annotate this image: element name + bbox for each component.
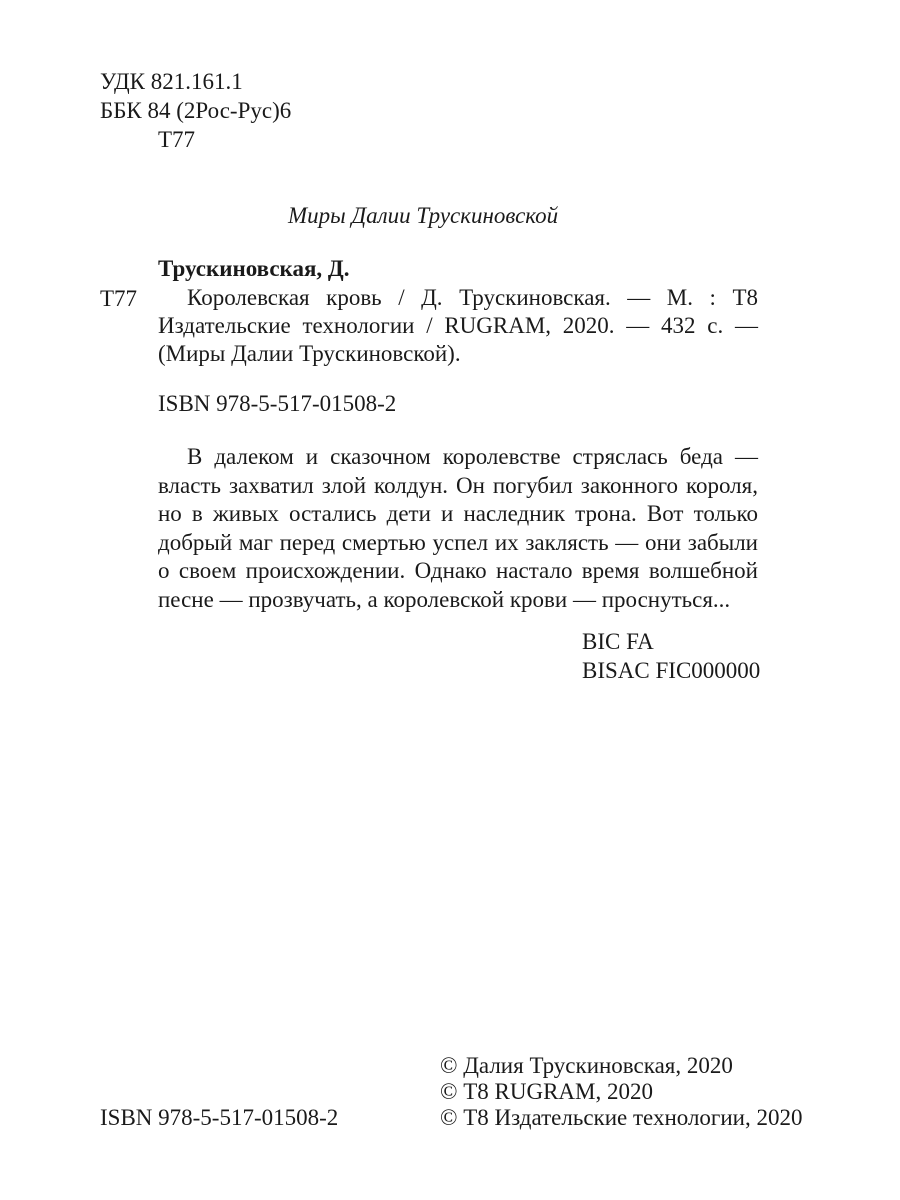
annotation-text: В далеком и сказочном королевстве стряслась беда — власть захватил злой колдун. Он погубил законного короля, но в живых остались дети и наследник трона. Вот только добрый маг перед смертью успел их заклясть — они забыли о своем происхождении. Однако настало время волшебной песне — прозвучать, а королевской крови — проснуться...	[158, 444, 758, 612]
udk-code: УДК 821.161.1	[100, 69, 243, 94]
bibliographic-description: Королевская кровь / Д. Трускиновская. — М. : Т8 Издательские технологии / RUGRAM, 2020. — 432 с. — (Миры Далии Трускиновской).	[158, 285, 758, 366]
bbk-code: ББК 84 (2Рос-Рус)6	[100, 98, 292, 123]
author-mark-record: Т77	[100, 286, 138, 311]
bisac-code: BISAC FIC000000	[582, 658, 761, 683]
copyright-author: © Далия Трускиновская, 2020	[440, 1053, 733, 1078]
author-mark: Т77	[158, 127, 196, 152]
series-title: Миры Далии Трускиновской	[288, 203, 559, 228]
author-heading: Трускиновская, Д.	[158, 256, 350, 281]
isbn-footer: ISBN 978-5-517-01508-2	[100, 1105, 339, 1130]
copyright-publisher: © Т8 Издательские технологии, 2020	[440, 1105, 803, 1130]
isbn-record: ISBN 978-5-517-01508-2	[158, 391, 397, 416]
bic-code: BIC FA	[582, 629, 654, 654]
copyright-rugram: © Т8 RUGRAM, 2020	[440, 1079, 653, 1104]
